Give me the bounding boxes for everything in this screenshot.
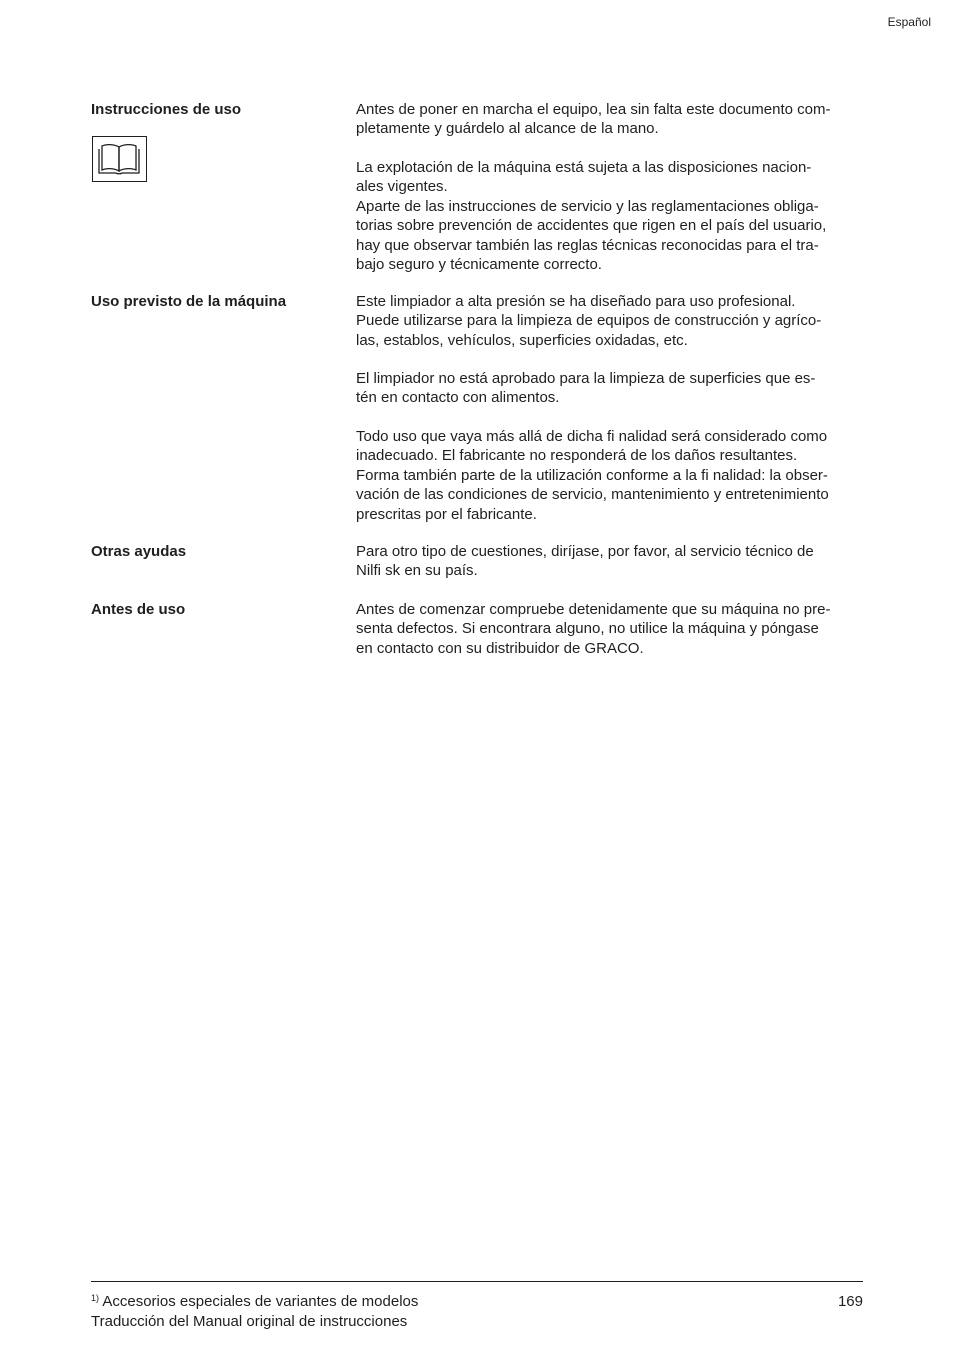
text-line: Forma también parte de la utilización conforme a la fi nalidad: la obser- bbox=[356, 466, 828, 484]
text-line: bajo seguro y técnicamente correcto. bbox=[356, 256, 602, 274]
text-line: Este limpiador a alta presión se ha diseñado para uso profesional. bbox=[356, 293, 796, 310]
text-line: vación de las condiciones de servicio, mantenimiento y entretenimiento bbox=[356, 486, 829, 504]
manual-book-icon bbox=[92, 136, 147, 182]
section-heading-antes-de-uso: Antes de uso bbox=[91, 601, 186, 618]
text-line: Puede utilizarse para la limpieza de equipos de construcción y agríco- bbox=[356, 312, 822, 330]
text-line: Antes de comenzar compruebe detenidamente que su máquina no pre- bbox=[356, 601, 831, 618]
language-label: Español bbox=[887, 15, 931, 29]
paragraph bbox=[356, 600, 871, 658]
footnote-text: Accesorios especiales de variantes de modelos bbox=[102, 1293, 419, 1310]
text-line: inadecuado. El fabricante no responderá de los daños resultantes. bbox=[356, 447, 798, 465]
text-line: La explotación de la máquina está sujeta a las disposiciones nacion- bbox=[356, 159, 812, 176]
paragraph bbox=[356, 542, 871, 581]
paragraph bbox=[356, 369, 871, 408]
text-line: El limpiador no está aprobado para la limpieza de superficies que es- bbox=[356, 370, 816, 387]
footnote bbox=[91, 1293, 418, 1310]
text-line: las, establos, vehículos, superficies oxidadas, etc. bbox=[356, 331, 688, 349]
section-heading-instrucciones: Instrucciones de uso bbox=[91, 101, 242, 118]
text-line: torias sobre prevención de accidentes que rigen en el país del usuario, bbox=[356, 217, 827, 235]
text-line: en contacto con su distribuidor de GRACO. bbox=[356, 639, 644, 657]
text-line: prescritas por el fabricante. bbox=[356, 505, 537, 523]
text-line: Todo uso que vaya más allá de dicha fi nalidad será considerado como bbox=[356, 428, 828, 445]
section-heading-otras-ayudas: Otras ayudas bbox=[91, 543, 187, 560]
text-line: senta defectos. Si encontrara alguno, no utilice la máquina y póngase bbox=[356, 620, 819, 638]
paragraph bbox=[356, 427, 871, 524]
paragraph bbox=[356, 158, 871, 274]
text-line: tén en contacto con alimentos. bbox=[356, 389, 560, 407]
text-line: ales vigentes. bbox=[356, 178, 448, 196]
paragraph bbox=[356, 292, 871, 350]
translation-note: Traducción del Manual original de instrucciones bbox=[91, 1313, 408, 1330]
section-heading-uso-previsto: Uso previsto de la máquina bbox=[91, 293, 287, 310]
paragraph bbox=[356, 100, 871, 139]
page-number: 169 bbox=[837, 1293, 863, 1310]
text-line: Aparte de las instrucciones de servicio y las reglamentaciones obliga- bbox=[356, 197, 819, 215]
text-line: Antes de poner en marcha el equipo, lea sin falta este documento com- bbox=[356, 101, 831, 118]
text-line: hay que observar también las reglas técnicas reconocidas para el tra- bbox=[356, 236, 819, 254]
text-line: Para otro tipo de cuestiones, diríjase, por favor, al servicio técnico de bbox=[356, 543, 814, 560]
text-line: Nilfi sk en su país. bbox=[356, 562, 478, 580]
footnote-marker: 1) bbox=[91, 1293, 100, 1303]
text-line: pletamente y guárdelo al alcance de la mano. bbox=[356, 120, 659, 138]
footer-rule bbox=[91, 1281, 863, 1282]
